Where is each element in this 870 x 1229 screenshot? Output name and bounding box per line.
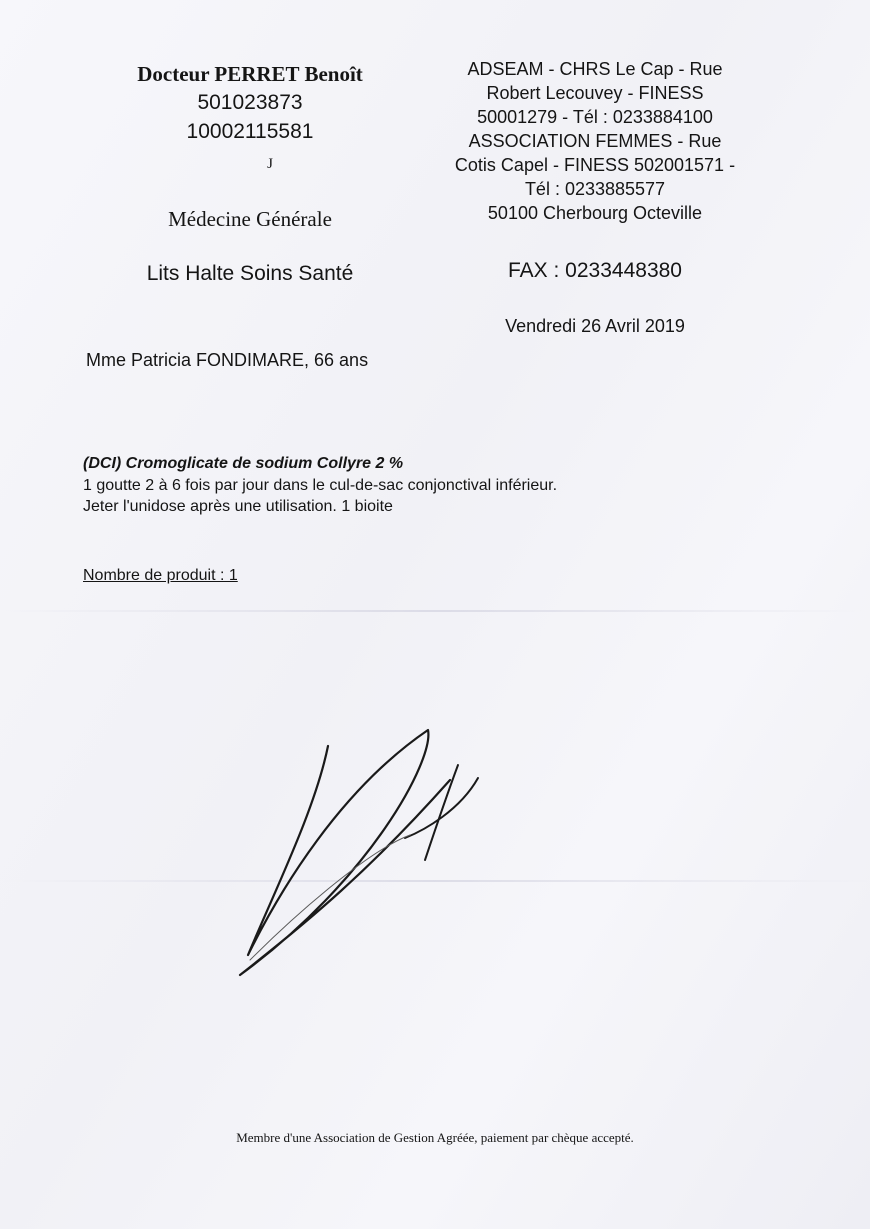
address-block — [420, 57, 770, 225]
usage-instruction: Jeter l'unidose après une utilisation. 1 bioite — [83, 498, 393, 515]
prescription-date: Vendredi 26 Avril 2019 — [505, 316, 685, 336]
address-line: 50100 Cherbourg Octeville — [487, 203, 703, 223]
address-line: Cotis Capel - FINESS 502001571 - — [454, 155, 736, 175]
dosage-instruction: 1 goutte 2 à 6 fois par jour dans le cul-de-sac conjonctival inférieur. — [83, 477, 558, 494]
medication-title: (DCI) Cromoglicate de sodium Collyre 2 % — [83, 455, 404, 472]
fax-number: FAX : 0233448380 — [508, 259, 682, 282]
paper-fold — [0, 610, 870, 612]
product-count: Nombre de produit : 1 — [83, 567, 238, 584]
signature — [220, 720, 500, 990]
doctor-rpps-number: 501023873 — [197, 91, 303, 114]
handwritten-mark: J — [267, 156, 273, 172]
address-line: Tél : 0233885577 — [524, 179, 666, 199]
patient-name: Mme Patricia FONDIMARE, 66 ans — [86, 350, 369, 370]
doctor-name: Docteur PERRET Benoît — [137, 62, 363, 86]
doctor-am-number: 10002115581 — [186, 120, 314, 143]
address-line: ADSEAM - CHRS Le Cap - Rue — [467, 59, 723, 79]
service-name: Lits Halte Soins Santé — [146, 262, 354, 285]
address-line: Robert Lecouvey - FINESS — [486, 83, 704, 103]
specialty: Médecine Générale — [168, 207, 332, 231]
address-line: 50001279 - Tél : 0233884100 — [477, 107, 713, 127]
footer-note: Membre d'une Association de Gestion Agréée, paiement par chèque accepté. — [236, 1130, 634, 1145]
address-line: ASSOCIATION FEMMES - Rue — [468, 131, 722, 151]
